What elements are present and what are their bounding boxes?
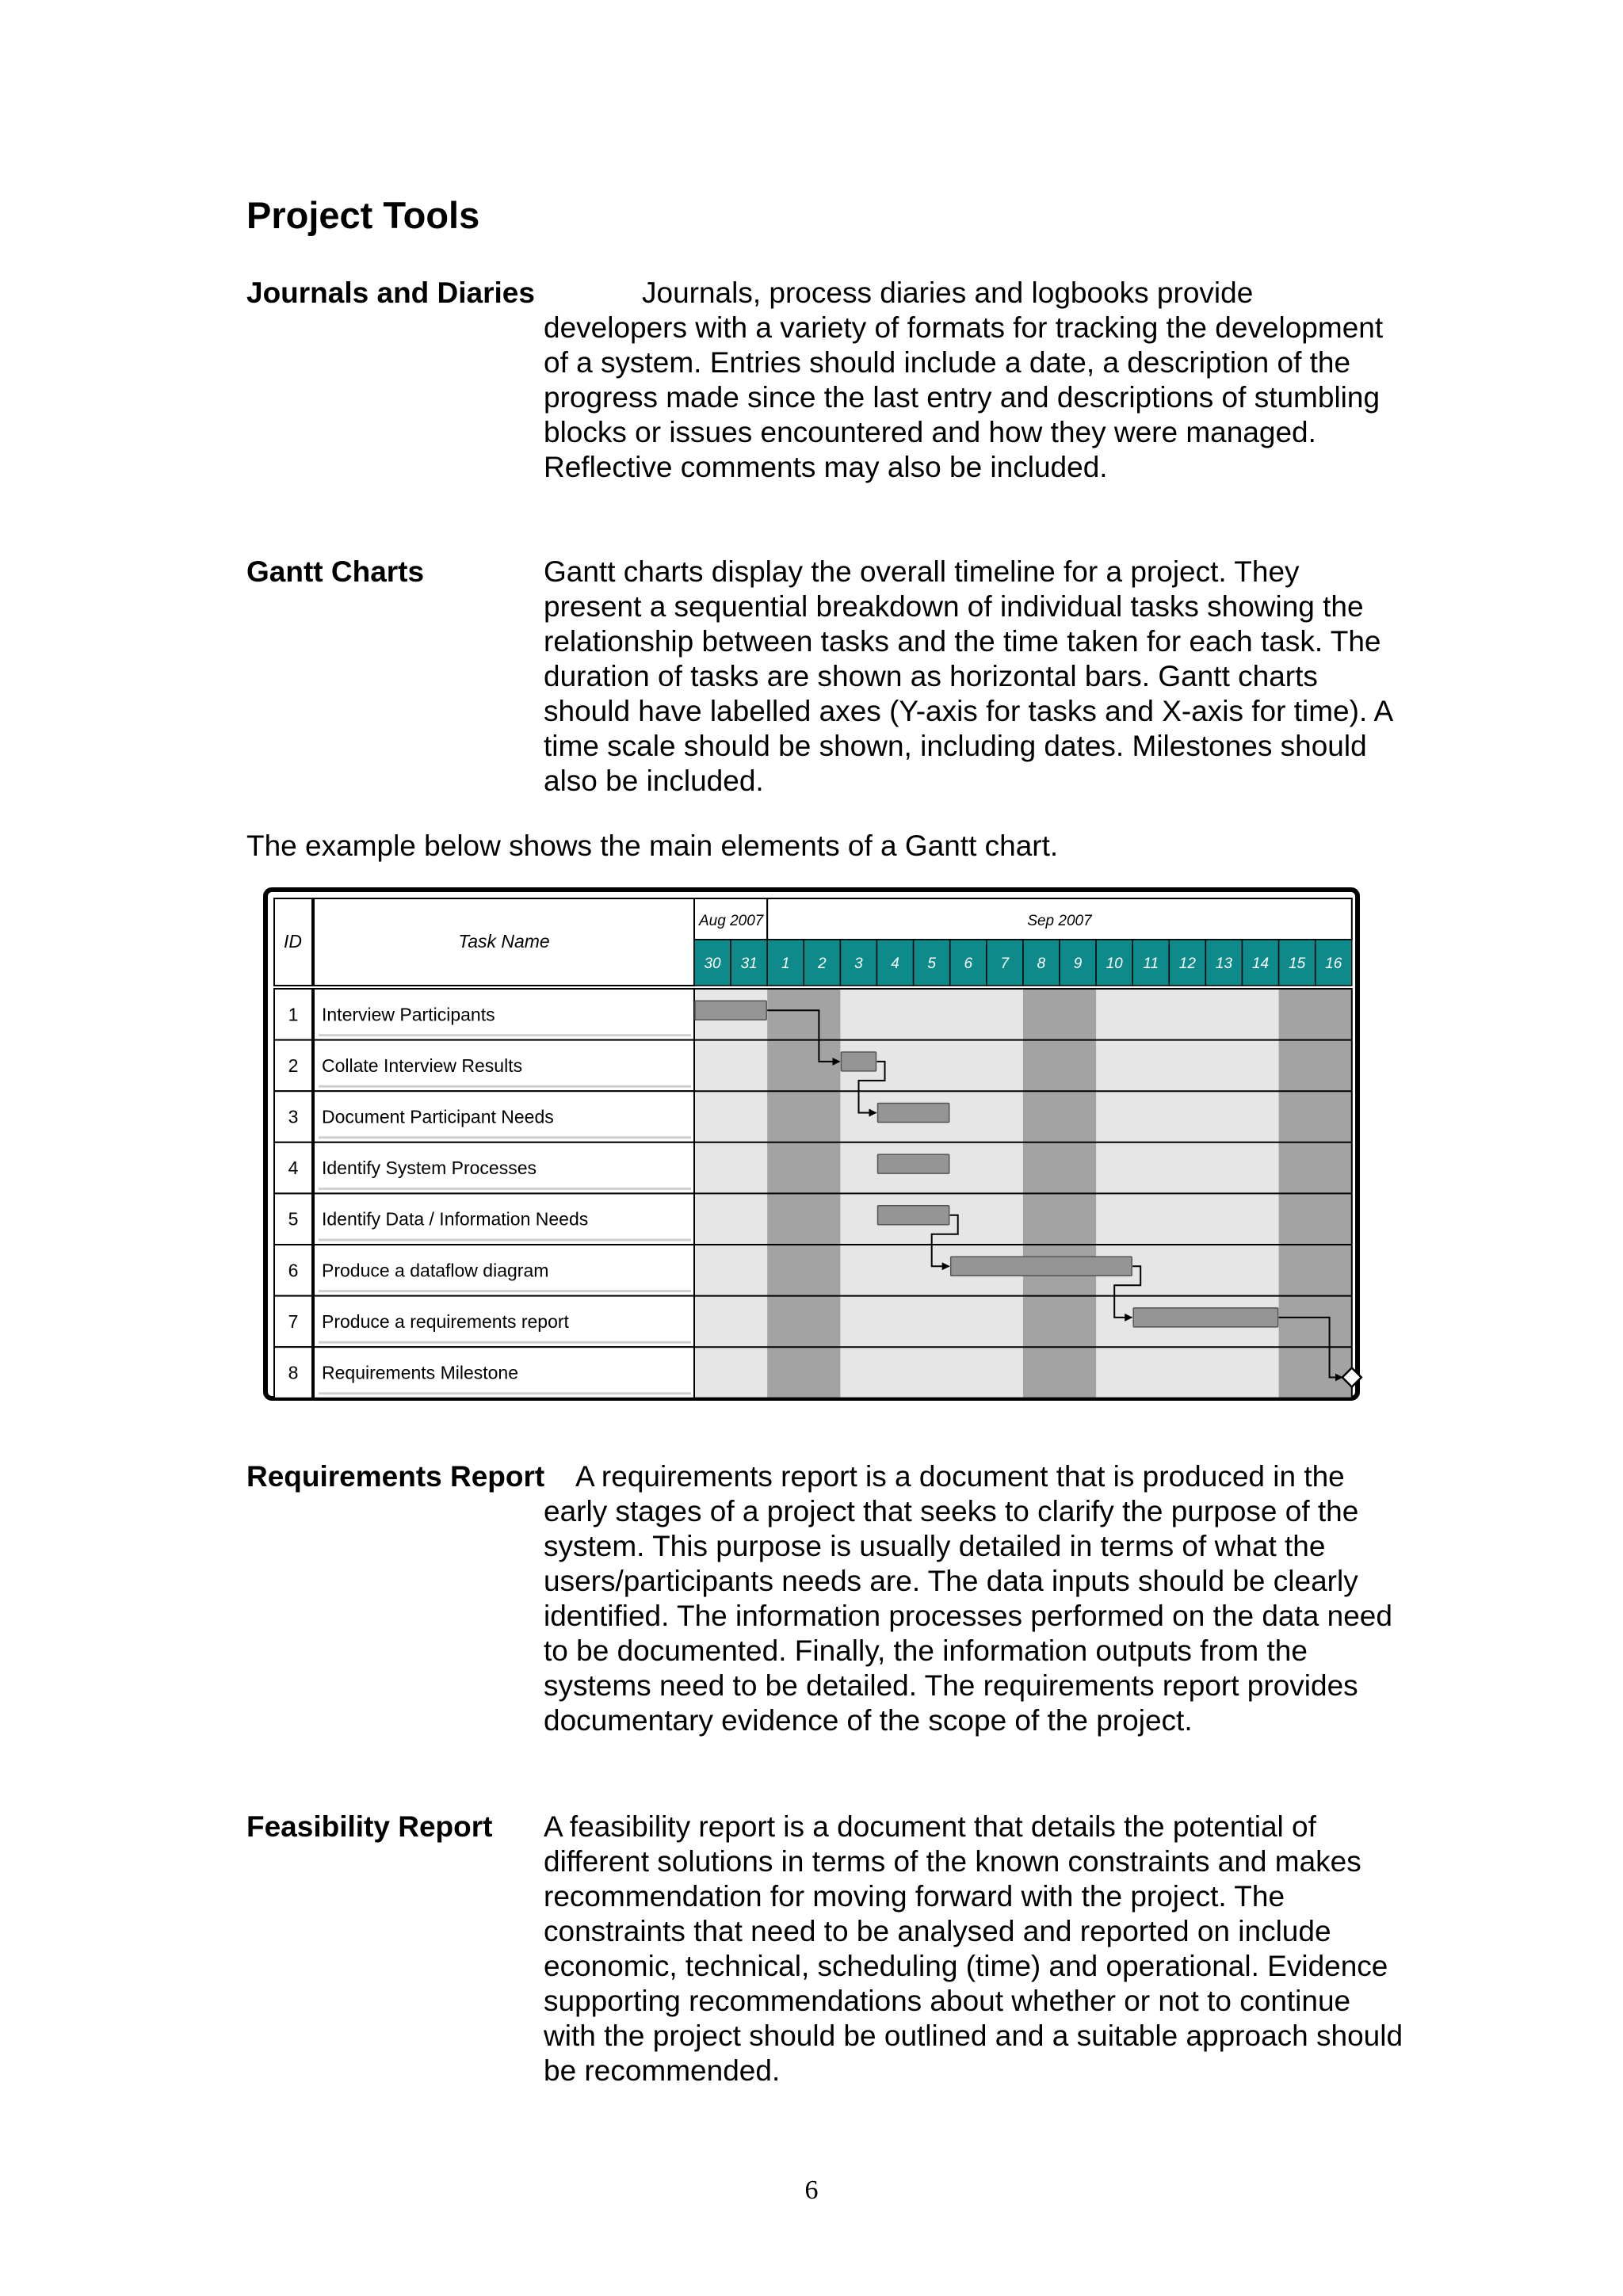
requirements-description: A requirements report is a document that is produced in the early stages of a project that seeks to clarify the purpose of the system. This purpose is usually detailed in terms of what the users/participants needs are. The data inputs should be clearly identified. The information processes performed on the data need to be documented. Finally, the information outputs from the systems need to be detailed. The requirements report provides documentary evidence of the scope of the project.: [544, 1460, 1392, 1737]
day-label: 1: [781, 955, 790, 972]
term-requirements-report: Requirements Report: [246, 1460, 545, 1493]
task-name: Interview Participants: [322, 1004, 495, 1025]
gantt-intro-text: The example below shows the main elements of a Gantt chart.: [246, 830, 1059, 862]
day-label: 3: [854, 955, 863, 972]
gantt-chart: [263, 887, 1360, 1401]
day-label: 11: [1143, 955, 1159, 972]
journals-description: Journals, process diaries and logbooks provide developers with a variety of formats for tracking the development of a system. Entries should include a date, a description of the progress made since the last entry and descriptions of stumbling blocks or issues encountered and how they were managed. Reflective comments may also be included.: [544, 277, 1384, 483]
day-label: 14: [1251, 955, 1270, 972]
day-label: 8: [1037, 955, 1046, 972]
task-id: 2: [288, 1055, 299, 1076]
task-bar: [878, 1154, 949, 1173]
day-label: 12: [1178, 955, 1196, 972]
day-label: 5: [927, 955, 936, 972]
task-bar: [878, 1104, 949, 1123]
task-id: 8: [288, 1362, 299, 1383]
page-title: Project Tools: [246, 194, 480, 236]
task-bar: [878, 1206, 949, 1225]
task-id: 5: [288, 1208, 299, 1230]
task-id: 1: [288, 1004, 299, 1025]
gantt-chart-svg: [263, 887, 1360, 1401]
task-id: 3: [288, 1106, 299, 1127]
term-feasibility-report: Feasibility Report: [246, 1810, 493, 1843]
task-name: Produce a dataflow diagram: [322, 1260, 549, 1281]
day-label: 9: [1073, 955, 1083, 972]
gantt-description: Gantt charts display the overall timeline for a project. They present a sequential breakdown of individual tasks showing the relationship between tasks and the time taken for each task. The duration of tasks are shown as horizontal bars. Gantt charts should have labelled axes (Y-axis for tasks and X-axis for time). A time scale should be shown, including dates. Milestones should also be included.: [544, 555, 1392, 797]
day-label: 10: [1106, 955, 1123, 972]
day-label: 30: [704, 955, 721, 972]
task-name: Document Participant Needs: [322, 1106, 554, 1127]
day-label: 15: [1289, 955, 1306, 972]
day-label: 6: [964, 955, 973, 972]
task-name: Identify Data / Information Needs: [322, 1208, 589, 1230]
task-name: Collate Interview Results: [322, 1055, 523, 1076]
task-id: 7: [288, 1310, 299, 1332]
day-label: 7: [1000, 955, 1010, 972]
task-bar: [841, 1052, 876, 1071]
day-label: 4: [891, 955, 899, 972]
day-label: 16: [1325, 955, 1342, 972]
day-label: 2: [818, 955, 827, 972]
task-name: Identify System Processes: [322, 1158, 537, 1179]
header-id-label: ID: [284, 931, 302, 952]
page-number: 6: [804, 2176, 819, 2205]
task-id: 6: [288, 1260, 299, 1281]
day-label: 31: [740, 955, 758, 972]
month-label: Sep 2007: [1027, 913, 1092, 929]
task-name: Produce a requirements report: [322, 1310, 569, 1332]
day-label: 13: [1215, 955, 1233, 972]
task-name: Requirements Milestone: [322, 1362, 519, 1383]
term-journals-and-diaries: Journals and Diaries: [246, 277, 535, 309]
month-label: Aug 2007: [699, 913, 764, 929]
term-gantt-charts: Gantt Charts: [246, 555, 425, 588]
task-bar: [951, 1257, 1132, 1276]
task-id: 4: [288, 1158, 299, 1179]
task-bar: [1133, 1308, 1277, 1327]
header-task-label: Task Name: [458, 931, 550, 952]
task-bar: [695, 1001, 766, 1020]
feasibility-description: A feasibility report is a document that details the potential of different solutions in terms of the known constraints and makes recommendation for moving forward with the project. The constraints that need to be analysed and reported on include economic, technical, scheduling (time) and operational. Evidence supporting recommendations about whether or not to continue with the project should be outlined and a suitable approach should be recommended.: [544, 1810, 1403, 2087]
